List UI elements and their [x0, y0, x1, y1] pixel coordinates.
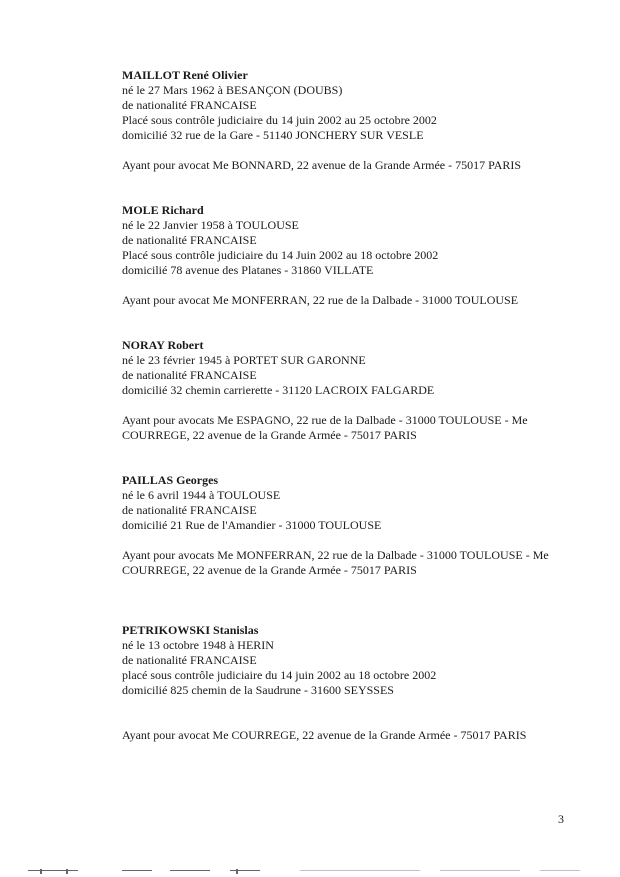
- nationality-line: de nationalité FRANCAISE: [122, 98, 257, 112]
- defendant-name: MAILLOT René Olivier: [122, 68, 248, 82]
- defendant-entry-paillas: [122, 473, 572, 578]
- lawyer-line: Ayant pour avocats Me ESPAGNO, 22 rue de la Dalbade - 31000 TOULOUSE - Me COURREGE, 22 avenue de la Grande Armée - 75017 PARIS: [122, 413, 528, 442]
- nationality-line: de nationalité FRANCAISE: [122, 233, 257, 247]
- scan-speck: [230, 870, 260, 871]
- birth-line: né le 6 avril 1944 à TOULOUSE: [122, 488, 281, 502]
- scan-speck: [170, 870, 210, 871]
- address-line: domicilié 78 avenue des Platanes - 31860 VILLATE: [122, 263, 374, 277]
- scan-speck: [28, 870, 78, 871]
- scan-artifacts: [0, 868, 620, 874]
- lawyer-line: Ayant pour avocat Me MONFERRAN, 22 rue de la Dalbade - 31000 TOULOUSE: [122, 293, 519, 307]
- page-number: 3: [558, 812, 564, 826]
- defendant-name: NORAY Robert: [122, 338, 204, 352]
- lawyer-line: Ayant pour avocats Me MONFERRAN, 22 rue de la Dalbade - 31000 TOULOUSE - Me COURREGE, 22 avenue de la Grande Armée - 75017 PARIS: [122, 548, 549, 577]
- lawyer-line: Ayant pour avocat Me COURREGE, 22 avenue de la Grande Armée - 75017 PARIS: [122, 728, 527, 742]
- scan-speck: [66, 869, 68, 874]
- scan-speck: [236, 869, 238, 874]
- defendant-entry-noray: [122, 338, 572, 443]
- defendant-name: PAILLAS Georges: [122, 473, 219, 487]
- address-line: domicilié 32 rue de la Gare - 51140 JONCHERY SUR VESLE: [122, 128, 424, 142]
- birth-line: né le 13 octobre 1948 à HERIN: [122, 638, 274, 652]
- lawyer-line: Ayant pour avocat Me BONNARD, 22 avenue de la Grande Armée - 75017 PARIS: [122, 158, 522, 172]
- defendant-entry-maillot: [122, 68, 572, 173]
- judicial-control-line: placé sous contrôle judiciaire du 14 juin 2002 au 18 octobre 2002: [122, 668, 437, 682]
- defendant-entry-petrikowski: [122, 623, 572, 743]
- defendant-entry-mole: [122, 203, 572, 308]
- birth-line: né le 27 Mars 1962 à BESANÇON (DOUBS): [122, 83, 343, 97]
- birth-line: né le 23 février 1945 à PORTET SUR GARONNE: [122, 353, 366, 367]
- nationality-line: de nationalité FRANCAISE: [122, 368, 257, 382]
- scan-speck: [540, 870, 580, 871]
- scan-speck: [40, 869, 42, 874]
- nationality-line: de nationalité FRANCAISE: [122, 503, 257, 517]
- defendant-name: MOLE Richard: [122, 203, 204, 217]
- address-line: domicilié 21 Rue de l'Amandier - 31000 TOULOUSE: [122, 518, 382, 532]
- scan-speck: [440, 870, 520, 871]
- judicial-control-line: Placé sous contrôle judiciaire du 14 Juin 2002 au 18 octobre 2002: [122, 248, 439, 262]
- scan-speck: [122, 870, 152, 871]
- address-line: domicilié 32 chemin carrierette - 31120 LACROIX FALGARDE: [122, 383, 435, 397]
- birth-line: né le 22 Janvier 1958 à TOULOUSE: [122, 218, 299, 232]
- scan-speck: [300, 870, 420, 871]
- address-line: domicilié 825 chemin de la Saudrune - 31600 SEYSSES: [122, 683, 394, 697]
- nationality-line: de nationalité FRANCAISE: [122, 653, 257, 667]
- defendant-name: PETRIKOWSKI Stanislas: [122, 623, 259, 637]
- judicial-control-line: Placé sous contrôle judiciaire du 14 juin 2002 au 25 octobre 2002: [122, 113, 437, 127]
